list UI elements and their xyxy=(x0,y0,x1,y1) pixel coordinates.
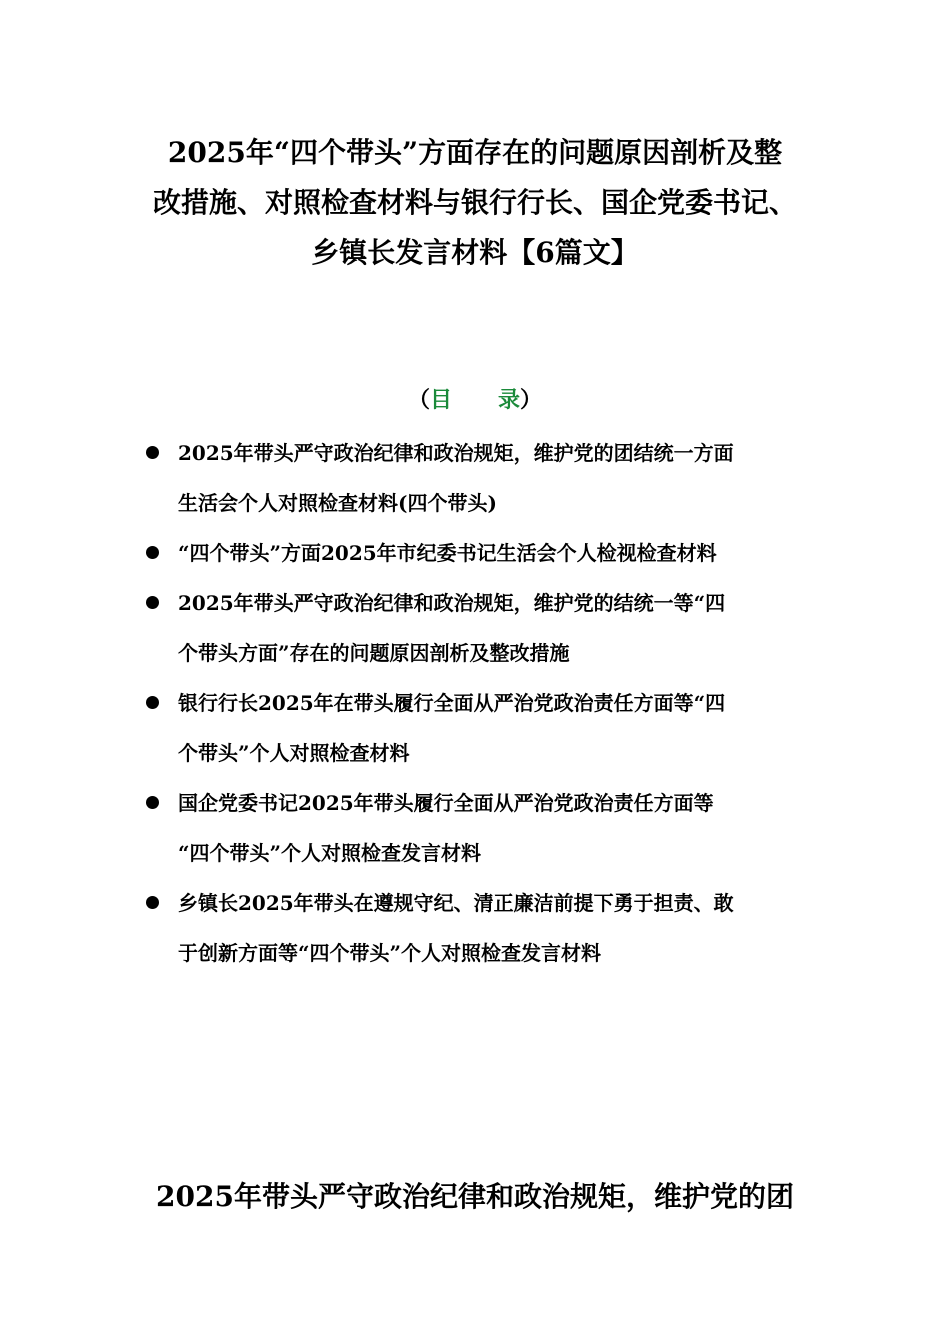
toc-item-line: 个带头”个人对照检查材料 xyxy=(178,741,410,765)
toc-item-1 xyxy=(140,428,800,528)
toc-item-4 xyxy=(140,678,800,778)
bullet-icon xyxy=(146,446,159,459)
toc-item-line: 于创新方面等“四个带头”个人对照检查发言材料 xyxy=(178,941,602,965)
title-line-2: 改措施、对照检查材料与银行行长、国企党委书记、 xyxy=(152,186,797,219)
toc-item-6 xyxy=(140,878,800,978)
toc-item-line: “四个带头”方面2025年市纪委书记生活会个人检视检查材料 xyxy=(178,541,717,565)
document-title xyxy=(140,128,810,278)
toc-item-3 xyxy=(140,578,800,678)
toc-item-line: 2025年带头严守政治纪律和政治规矩，维护党的结统一等“四 xyxy=(178,591,726,615)
toc-item-line: “四个带头”个人对照检查发言材料 xyxy=(178,841,482,865)
toc-word-lu: 录 xyxy=(497,387,520,413)
toc-word-mu: 目 xyxy=(430,387,453,413)
bullet-icon xyxy=(146,896,159,909)
bullet-icon xyxy=(146,596,159,609)
toc-item-line: 乡镇长2025年带头在遵规守纪、清正廉洁前提下勇于担责、敢 xyxy=(178,891,734,915)
title-line-3: 乡镇长发言材料【6篇文】 xyxy=(311,236,639,269)
toc-item-line: 国企党委书记2025年带头履行全面从严治党政治责任方面等 xyxy=(178,791,714,815)
toc-list xyxy=(140,428,800,978)
bullet-icon xyxy=(146,546,159,559)
toc-open-paren: （ xyxy=(407,387,430,413)
toc-close-paren: ） xyxy=(520,387,543,413)
toc-item-5 xyxy=(140,778,800,878)
toc-item-line: 银行行长2025年在带头履行全面从严治党政治责任方面等“四 xyxy=(178,691,726,715)
bullet-icon xyxy=(146,696,159,709)
title-line-1: 2025年“四个带头”方面存在的问题原因剖析及整 xyxy=(167,136,783,169)
toc-item-2 xyxy=(140,528,800,578)
toc-heading xyxy=(0,380,950,420)
toc-item-line: 个带头方面”存在的问题原因剖析及整改措施 xyxy=(178,641,570,665)
toc-item-line: 生活会个人对照检查材料(四个带头) xyxy=(178,491,497,515)
bullet-icon xyxy=(146,796,159,809)
toc-item-line: 2025年带头严守政治纪律和政治规矩，维护党的团结统一方面 xyxy=(178,441,734,465)
section-heading: 2025年带头严守政治纪律和政治规矩，维护党的团 xyxy=(156,1180,794,1213)
